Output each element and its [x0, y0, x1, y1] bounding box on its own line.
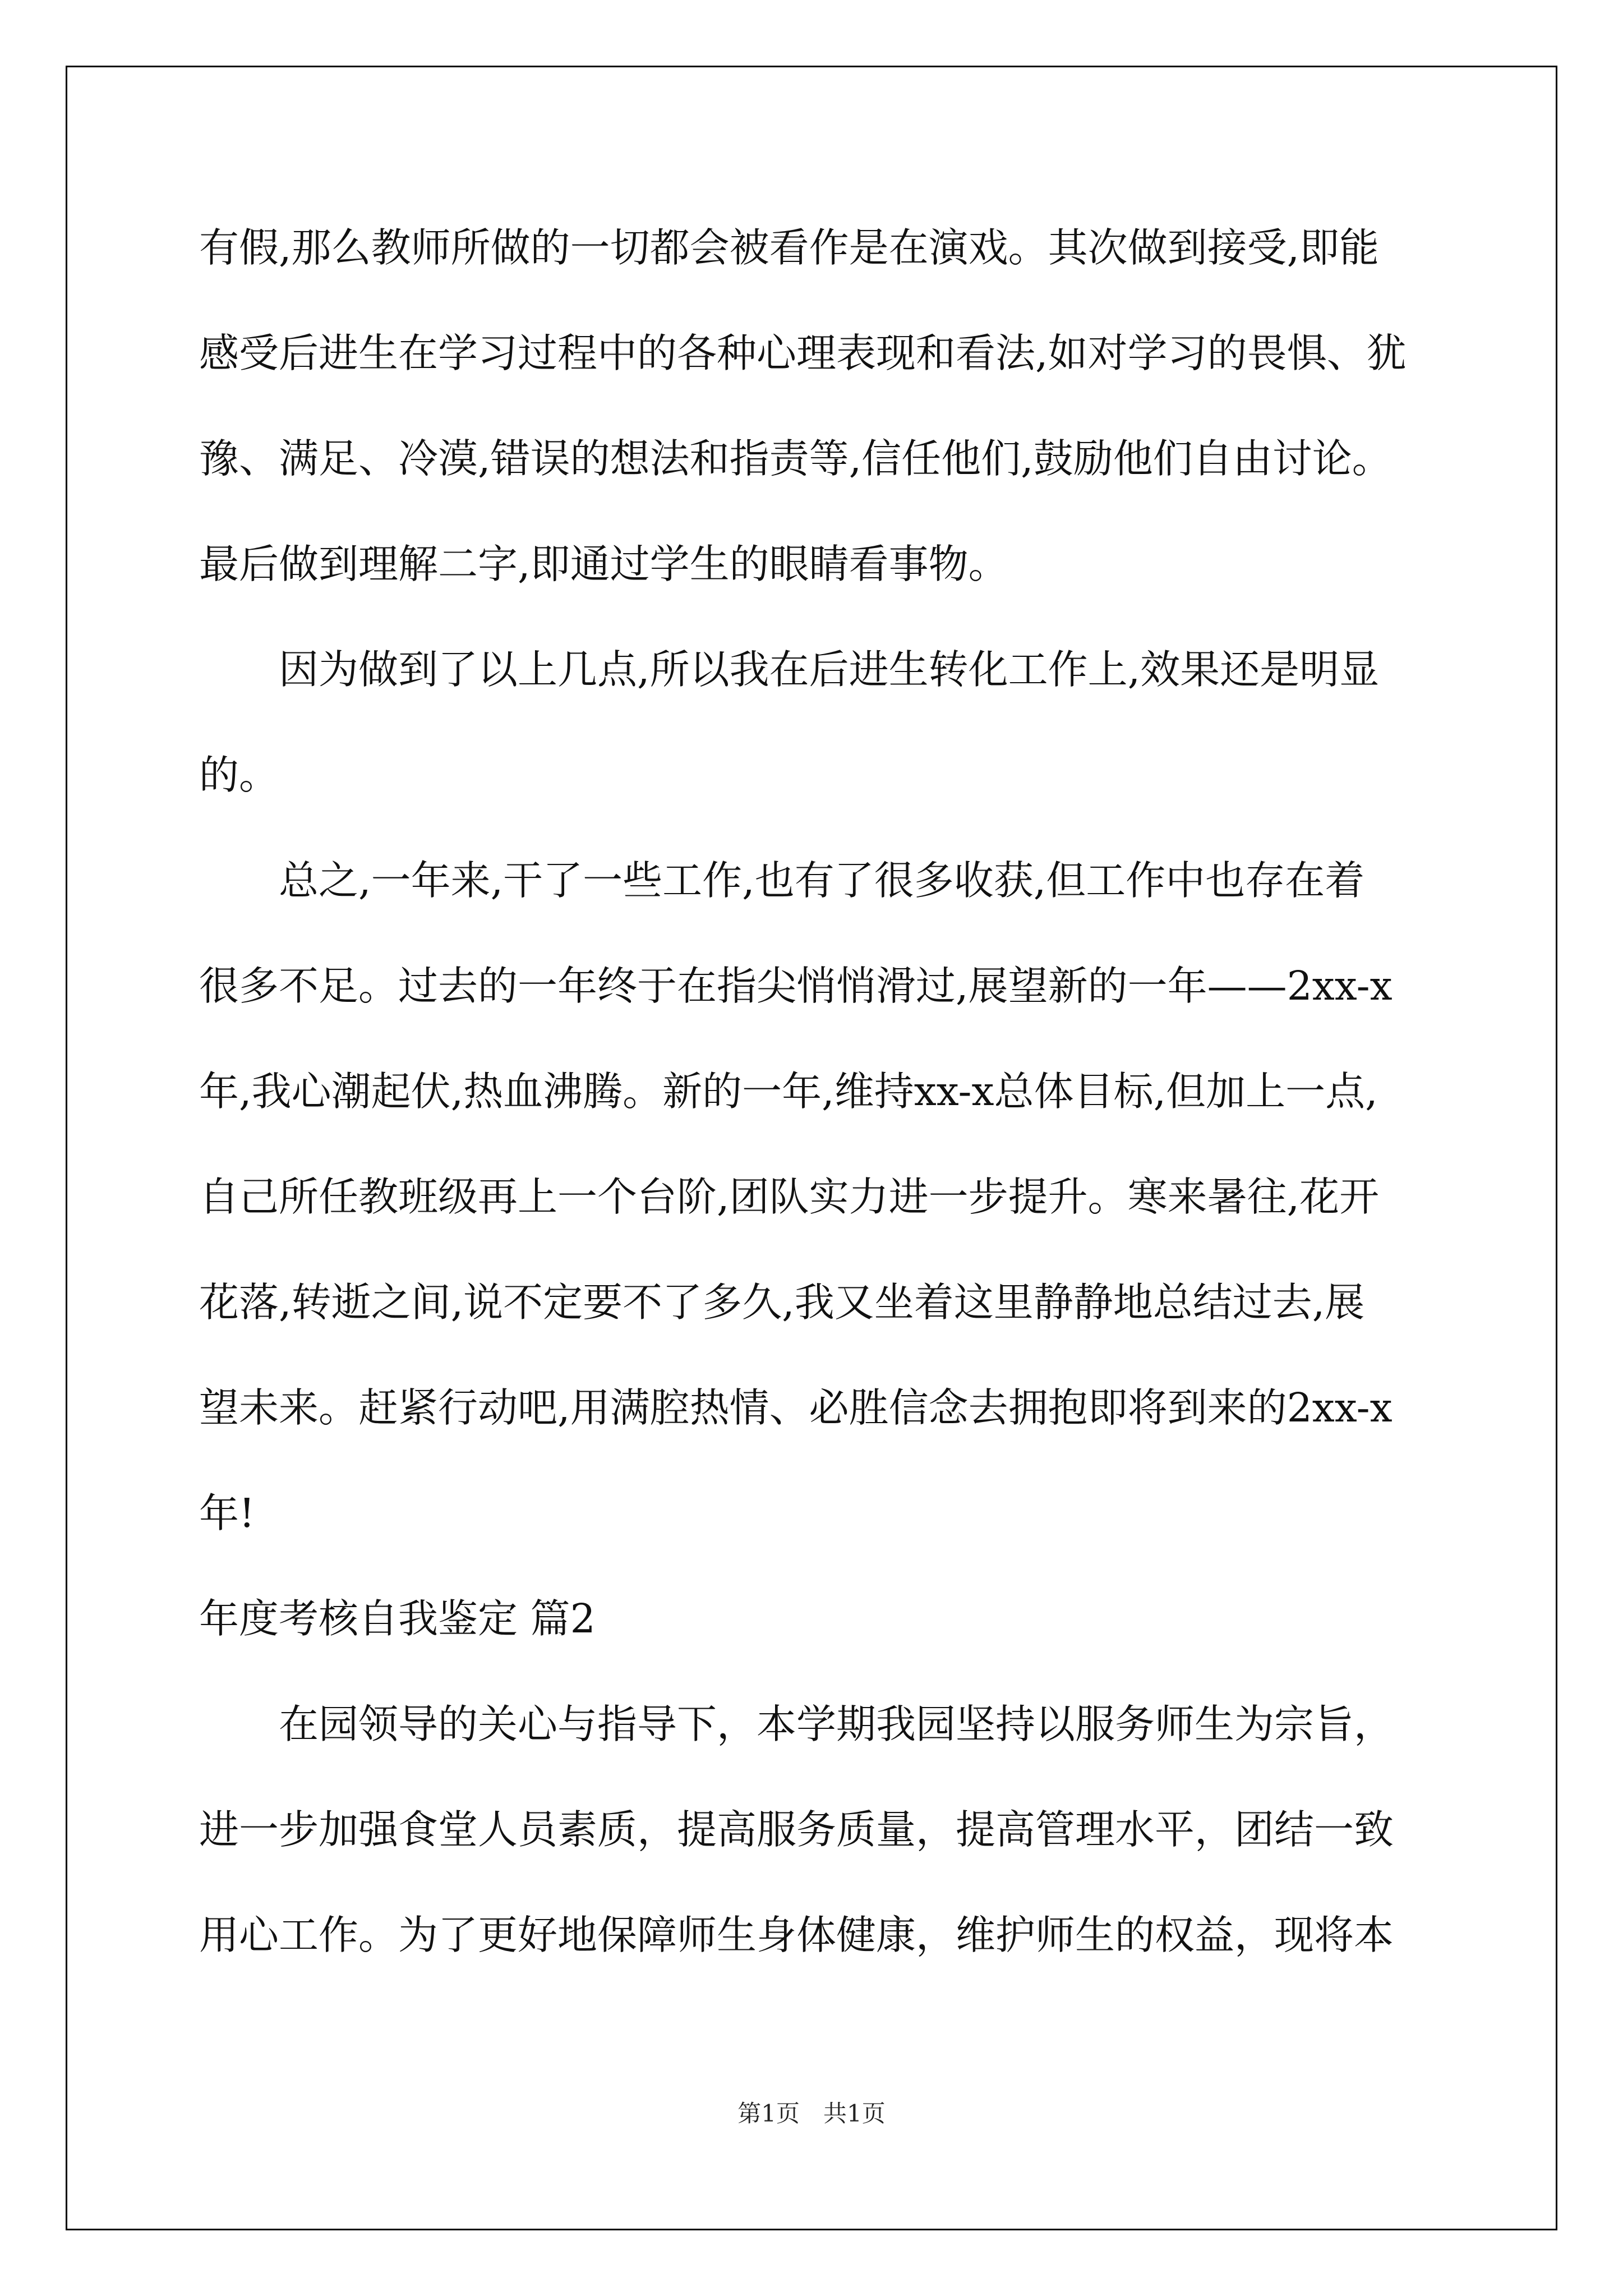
paragraph-line: 豫、满足、冷漠,错误的想法和指责等,信任他们,鼓励他们自由讨论。 [199, 435, 1392, 482]
section-heading: 年度考核自我鉴定 篇2 [199, 1595, 596, 1642]
paragraph-line: 年,我心潮起伏,热血沸腾。新的一年,维持xx-x总体目标,但加上一点, [199, 1068, 1378, 1115]
paragraph-line: 自己所任教班级再上一个台阶,团队实力进一步提升。寒来暑往,花开 [199, 1174, 1380, 1220]
paragraph-line: 进一步加强食堂人员素质，提高服务质量，提高管理水平，团结一致 [199, 1806, 1394, 1853]
paragraph-line: 的。 [199, 752, 279, 798]
paragraph-line: 年! [199, 1490, 255, 1536]
paragraph-line: 在园领导的关心与指导下，本学期我园坚持以服务师生为宗旨， [199, 1701, 1394, 1747]
paragraph-line: 感受后进生在学习过程中的各种心理表现和看法,如对学习的畏惧、犹 [199, 330, 1407, 376]
page-border [66, 66, 1557, 2230]
paragraph-line: 最后做到理解二字,即通过学生的眼睛看事物。 [199, 541, 1008, 587]
paragraph-line: 花落,转逝之间,说不定要不了多久,我又坐着这里静静地总结过去,展 [199, 1279, 1365, 1326]
paragraph-line: 用心工作。为了更好地保障师生身体健康，维护师生的权益，现将本 [199, 1912, 1394, 1958]
paragraph-line: 望未来。赶紧行动吧,用满腔热情、必胜信念去拥抱即将到来的2xx-x [199, 1384, 1393, 1431]
paragraph-line: 有假,那么教师所做的一切都会被看作是在演戏。其次做到接受,即能 [199, 224, 1380, 271]
paragraph-line: 很多不足。过去的一年终于在指尖悄悄滑过,展望新的一年——2xx-x [199, 963, 1393, 1009]
paragraph-line: 因为做到了以上几点,所以我在后进生转化工作上,效果还是明显 [199, 646, 1380, 693]
paragraph-line: 总之,一年来,干了一些工作,也有了很多收获,但工作中也存在着 [199, 857, 1365, 904]
page-number-footer: 第1页 共1页 [737, 2100, 886, 2127]
